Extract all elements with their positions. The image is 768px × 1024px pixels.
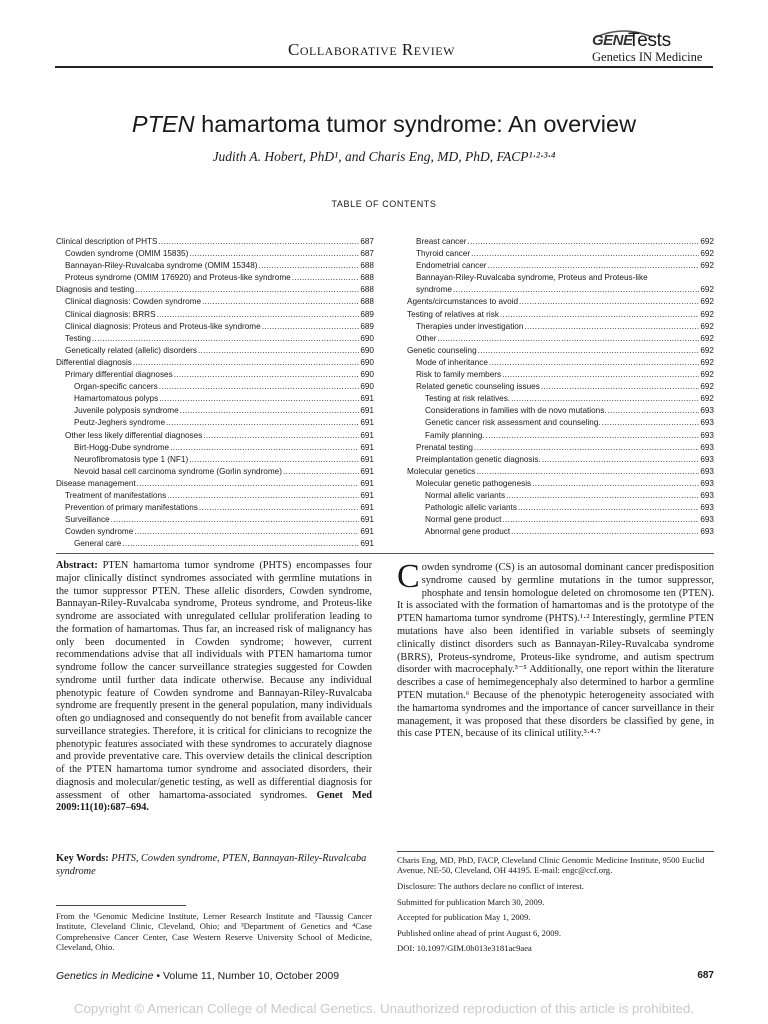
- published-date: Published online ahead of print August 6, 2009.: [397, 927, 561, 938]
- toc-entry: [56, 526, 374, 538]
- toc-leader: [474, 442, 699, 454]
- toc-entry-label: Risk to family members: [416, 370, 502, 380]
- toc-entry: [407, 405, 714, 417]
- toc-right-column: [407, 236, 714, 538]
- toc-entry-page: 692: [700, 321, 714, 331]
- toc-entry-page: 691: [360, 490, 374, 500]
- correspondence-rule: [397, 851, 714, 852]
- toc-leader: [122, 538, 359, 550]
- toc-leader: [608, 405, 700, 417]
- toc-entry-page: 692: [700, 333, 714, 343]
- toc-entry-label: Genetic cancer risk assessment and counseling.: [425, 418, 601, 428]
- toc-entry-label: Hamartomatous polyps: [74, 394, 159, 404]
- toc-leader: [135, 284, 359, 296]
- toc-leader: [500, 309, 699, 321]
- toc-leader: [468, 236, 700, 248]
- toc-entry-page: 688: [360, 261, 374, 271]
- toc-heading: TABLE OF CONTENTS: [331, 199, 437, 209]
- abstract-lead: Abstract:: [56, 560, 98, 571]
- toc-entry-label: Related genetic counseling issues: [416, 382, 540, 392]
- toc-entry: [56, 430, 374, 442]
- toc-entry: [56, 393, 374, 405]
- toc-entry-page: 688: [360, 297, 374, 307]
- toc-entry: [407, 296, 714, 308]
- toc-leader: [506, 490, 699, 502]
- toc-entry: [56, 321, 374, 333]
- toc-leader: [283, 466, 359, 478]
- doi: DOI: 10.1097/GIM.0b013e3181ac9aea: [397, 943, 532, 954]
- toc-entry: [407, 357, 714, 369]
- affiliations-rule: [56, 905, 186, 906]
- toc-entry-label: Juvenile polyposis syndrome: [74, 406, 179, 416]
- toc-entry: [407, 321, 714, 333]
- toc-leader: [532, 478, 699, 490]
- toc-entry: [56, 272, 374, 284]
- toc-entry-label: Molecular genetic pathogenesis: [416, 478, 532, 488]
- toc-entry-label: Proteus syndrome (OMIM 176920) and Proteus-like syndrome: [65, 273, 291, 283]
- toc-leader: [199, 502, 359, 514]
- abstract-citation: Genet Med 2009:11(10):687–694.: [56, 789, 372, 814]
- toc-leader: [198, 345, 359, 357]
- toc-leader: [518, 502, 699, 514]
- toc-leader: [488, 260, 700, 272]
- disclosure: Disclosure: The authors declare no conflict of interest.: [397, 881, 584, 891]
- toc-entry-label: Molecular genetics: [407, 466, 476, 476]
- toc-leader: [202, 296, 359, 308]
- toc-left-column: [56, 236, 374, 550]
- toc-leader: [111, 514, 360, 526]
- toc-leader: [486, 430, 700, 442]
- toc-entry: [56, 260, 374, 272]
- toc-entry-page: 691: [360, 503, 374, 513]
- abstract-text: PTEN hamartoma tumor syndrome (PHTS) encompasses four major clinically distinct syndromes associated with germline mutations in the tumor suppressor PTEN. These allelic disorders, Cowden syndrome, Bannayan-Riley-Ruvalcaba syndrome, Proteus syndrome, and Proteus-like syndrome are associated with unregulated cellular proliferation leading to the formation of hamartomas. Thus far, an increased risk of malignancy has only been documented in Cowden syndrome; however, current recommendations advise that all individuals with PTEN hamartoma tumor syndrome follow the cancer surveillance strategies suggested for Cowden syndrome until further data indicate otherwise. Because any individual phenotypic feature of Cowden syndrome and Bannayan-Riley-Ruvalcaba syndrome are frequently present in the general population, many individuals often go undiagnosed and consequently do not benefit from available cancer surveillance strategies. Therefore, it is critical for clinicians to recognize the phenotypic features associated with these syndromes to accurately diagnose and provide preventative care. This overview details the clinical description of the PTEN hamartoma tumor syndrome and associated disorders, their diagnosis and molecular/genetic testing, as well as differential diagnosis for assessment of other hamartoma-associated syndromes.: [56, 560, 372, 801]
- toc-entry: [407, 417, 714, 429]
- toc-entry-label: Genetically related (allelic) disorders: [65, 345, 197, 355]
- toc-entry-page: 692: [700, 345, 714, 355]
- toc-entry-page: 691: [360, 418, 374, 428]
- toc-entry-page: 692: [700, 285, 714, 295]
- toc-entry: [56, 248, 374, 260]
- toc-entry-page: 693: [700, 478, 714, 488]
- toc-entry-label: Neurofibromatosis type 1 (NF1): [74, 454, 189, 464]
- toc-entry: [56, 381, 374, 393]
- toc-entry-page: 691: [360, 406, 374, 416]
- toc-entry: [56, 333, 374, 345]
- toc-leader: [259, 260, 360, 272]
- toc-entry: [407, 502, 714, 514]
- toc-entry-label: Cowden syndrome (OMIM 15835): [65, 249, 189, 259]
- toc-entry: [407, 466, 714, 478]
- toc-entry-page: 691: [360, 394, 374, 404]
- toc-entry-label: General care: [74, 539, 122, 549]
- authors: Judith A. Hobert, PhD¹, and Charis Eng, MD, PhD, FACP¹·²·³·⁴: [212, 149, 556, 164]
- toc-entry-label: Preimplantation genetic diagnosis.: [416, 454, 541, 464]
- toc-entry-label: Primary differential diagnoses: [65, 370, 173, 380]
- toc-entry-page: 690: [360, 370, 374, 380]
- toc-leader: [158, 236, 359, 248]
- toc-entry-page: 693: [700, 430, 714, 440]
- section-label: Collaborative Review: [288, 40, 455, 59]
- title-gene: PTEN: [131, 111, 195, 137]
- toc-leader: [453, 284, 699, 296]
- toc-leader: [189, 454, 359, 466]
- toc-entry: [407, 381, 714, 393]
- toc-entry-page: 693: [700, 515, 714, 525]
- toc-leader: [511, 393, 699, 405]
- toc-entry: [407, 333, 714, 345]
- header-rule: [55, 66, 713, 68]
- toc-entry: [56, 405, 374, 417]
- toc-entry: [56, 309, 374, 321]
- toc-entry-label: Testing at risk relatives.: [425, 394, 511, 404]
- toc-entry: [56, 296, 374, 308]
- toc-entry-page: 692: [700, 237, 714, 246]
- page-footer: [56, 970, 714, 982]
- toc-entry: [407, 442, 714, 454]
- toc-entry-label: Abnormal gene product: [425, 527, 511, 537]
- toc-entry-page: 691: [360, 515, 374, 525]
- toc-entry-label: Breast cancer: [416, 237, 467, 246]
- logo-title: Tests: [628, 30, 671, 51]
- toc-entry-label: Clinical diagnosis: Cowden syndrome: [65, 297, 202, 307]
- toc-entry: [407, 345, 714, 357]
- toc-entry-page: 691: [360, 430, 374, 440]
- toc-entry: [407, 430, 714, 442]
- logo-subtitle: Genetics IN Medicine: [592, 50, 703, 64]
- toc-entry-page: 692: [700, 309, 714, 319]
- toc-leader: [292, 272, 360, 284]
- toc-entry-label: Nevoid basal cell carcinoma syndrome (Gorlin syndrome): [74, 466, 282, 476]
- toc-leader: [157, 309, 360, 321]
- toc-entry-label: Endometrial cancer: [416, 261, 487, 271]
- toc-entry-page: 691: [360, 478, 374, 488]
- toc-entry-label: Prenatal testing: [416, 442, 473, 452]
- toc-entry-label: syndrome: [416, 285, 452, 295]
- toc-entry-label: Clinical description of PHTS: [56, 237, 158, 246]
- dropcap: C: [397, 558, 420, 595]
- toc-entry-label: Cowden syndrome: [65, 527, 134, 537]
- toc-leader: [602, 417, 700, 429]
- toc-leader: [542, 454, 700, 466]
- toc-entry: [56, 369, 374, 381]
- toc-entry-page: 691: [360, 466, 374, 476]
- toc-entry: [407, 526, 714, 538]
- toc-leader: [133, 357, 359, 369]
- toc-entry: [407, 309, 714, 321]
- toc-entry: [56, 514, 374, 526]
- journal-logo: [592, 28, 716, 66]
- toc-entry-label: Peutz-Jeghers syndrome: [74, 418, 166, 428]
- toc-entry: [56, 442, 374, 454]
- toc-entry: [407, 236, 714, 248]
- toc-leader: [502, 514, 699, 526]
- toc-entry-page: 692: [700, 370, 714, 380]
- toc-entry-label: Mode of inheritance: [416, 357, 488, 367]
- toc-entry: [56, 478, 374, 490]
- toc-entry-label: Birt-Hogg-Dube syndrome: [74, 442, 170, 452]
- copyright-notice: Copyright © American College of Medical Genetics. Unauthorized reproduction of this article is prohibited.: [73, 1001, 695, 1016]
- toc-entry-page: 692: [700, 261, 714, 271]
- toc-entry-label: Testing: [65, 333, 91, 343]
- submitted-date: Submitted for publication March 30, 2009.: [397, 896, 545, 907]
- toc-leader: [203, 430, 359, 442]
- toc-entry-page: 687: [360, 249, 374, 259]
- toc-entry: [407, 478, 714, 490]
- toc-entry-label: Diagnosis and testing: [56, 285, 135, 295]
- toc-entry-page: 690: [360, 382, 374, 392]
- toc-entry-page: 688: [360, 273, 374, 283]
- keywords-lead: Key Words:: [56, 853, 109, 864]
- toc-leader: [502, 369, 699, 381]
- toc-entry-page: 692: [700, 394, 714, 404]
- toc-leader: [471, 248, 699, 260]
- toc-entry-label: Thyroid cancer: [416, 249, 471, 259]
- toc-entry: [56, 345, 374, 357]
- toc-leader: [166, 417, 359, 429]
- title-rest: hamartoma tumor syndrome: An overview: [194, 111, 637, 137]
- toc-entry-page: 693: [700, 454, 714, 464]
- toc-entry-page: 693: [700, 418, 714, 428]
- toc-entry-label: Other less likely differential diagnoses: [65, 430, 203, 440]
- toc-entry-label: Bannayan-Riley-Ruvalcaba syndrome (OMIM 15348): [65, 261, 258, 271]
- toc-entry-label: Organ-specific cancers: [74, 382, 158, 392]
- toc-entry-label: Genetic counseling: [407, 345, 477, 355]
- toc-entry: [407, 393, 714, 405]
- toc-entry-label: Therapies under investigation: [416, 321, 524, 331]
- toc-entry-page: 693: [700, 466, 714, 476]
- toc-entry-page: 691: [360, 539, 374, 549]
- toc-entry: [56, 357, 374, 369]
- abstract: [56, 560, 372, 815]
- toc-entry-page: 690: [360, 333, 374, 343]
- toc-entry-page: 693: [700, 490, 714, 500]
- toc-entry-label: Treatment of manifestations: [65, 490, 167, 500]
- toc-entry: [56, 466, 374, 478]
- toc-entry-label: Normal gene product: [425, 515, 502, 525]
- keywords: [56, 853, 372, 879]
- toc-entry-page: 692: [700, 357, 714, 367]
- toc-entry-page: 692: [700, 382, 714, 392]
- toc-entry-label: Considerations in families with de novo mutations.: [425, 406, 607, 416]
- toc-entry: [407, 284, 714, 296]
- logo-brand: GENE: [592, 32, 633, 49]
- toc-leader: [189, 248, 359, 260]
- toc-leader: [159, 381, 360, 393]
- toc-entry-page: 689: [360, 309, 374, 319]
- toc-leader: [159, 393, 359, 405]
- toc-entry: [56, 417, 374, 429]
- page-number: 687: [697, 970, 714, 981]
- toc-entry-label: Disease management: [56, 478, 136, 488]
- toc-rule: [56, 553, 714, 554]
- keywords-text: PHTS, Cowden syndrome, PTEN, Bannayan-Riley-Ruvalcaba syndrome: [56, 853, 367, 877]
- toc-entry-label: Prevention of primary manifestations: [65, 503, 198, 513]
- toc-leader: [437, 333, 699, 345]
- toc-entry-label: Family planning.: [425, 430, 485, 440]
- toc-leader: [511, 526, 699, 538]
- toc-leader: [262, 321, 360, 333]
- toc-entry-page: 688: [360, 285, 374, 295]
- toc-leader: [174, 369, 360, 381]
- toc-entry-page: 692: [700, 249, 714, 259]
- toc-entry: [56, 454, 374, 466]
- toc-entry-page: 693: [700, 527, 714, 537]
- toc-entry-page: 693: [700, 503, 714, 513]
- toc-entry: [56, 284, 374, 296]
- toc-entry: [407, 260, 714, 272]
- correspondence-contact: Charis Eng, MD, PhD, FACP, Cleveland Clinic Genomic Medicine Institute, 9500 Euclid Avenue, NE-50, Cleveland, OH 44195. E-mail: engc@ccf.org.: [397, 855, 705, 876]
- toc-entry-page: 692: [700, 297, 714, 307]
- intro-text: [397, 558, 714, 741]
- toc-entry-label: Agents/circumstances to avoid: [407, 297, 519, 307]
- toc-entry-label: Bannayan-Riley-Ruvalcaba syndrome, Proteus and Proteus-like: [416, 273, 648, 283]
- toc-entry-label: Other: [416, 333, 437, 343]
- toc-entry-label: Clinical diagnosis: BRRS: [65, 309, 156, 319]
- toc-entry: [56, 236, 374, 248]
- toc-entry: [407, 514, 714, 526]
- affiliations: From the ¹Genomic Medicine Institute, Lerner Research Institute and ²Taussig Cancer Institute, Cleveland Clinic, Cleveland, Ohio; and ³Department of Genetics and ⁴Case Comprehensive Cancer Center, Case Western Reserve University School of Medicine, Cleveland, Ohio.: [56, 911, 372, 952]
- toc-leader: [180, 405, 360, 417]
- accepted-date: Accepted for publication May 1, 2009.: [397, 912, 531, 923]
- intro-body: owden syndrome (CS) is an autosomal dominant cancer predisposition syndrome caused by germline mutations in the tumor suppressor, phosphate and tensin homologue deleted on chromosome ten (PTEN). It is associated with the formation of hamartomas and is the prototype of the PTEN hamartoma tumor syndrome (PHTS).¹·² Interestingly, germline PTEN mutations have also been identified in variable subsets of seemingly clinically distinct disorders such as Bannayan-Riley-Ruvalcaba syndrome (BRRS), Proteus-syndrome, Proteus-like syndrome, and autism spectrum disorder with macrocephaly.³⁻⁵ Additionally, one report within the literature describes a case of hemimegencephaly also determined to harbor a germline PTEN mutation.⁶ Because of the phenotypic heterogeneity associated with the hamartoma syndromes and the importance of cancer surveillance in their management, it was proposed that these disorders be classified by gene, in this case PTEN, because of its clinical utility.³·⁴·⁷: [397, 562, 714, 740]
- toc-entry-page: 689: [360, 321, 374, 331]
- toc-leader: [476, 466, 699, 478]
- toc-entry-label: Pathologic allelic variants: [425, 503, 517, 513]
- toc-entry: [407, 272, 714, 284]
- toc-leader: [519, 296, 699, 308]
- toc-leader: [92, 333, 359, 345]
- toc-entry-page: 687: [360, 237, 374, 246]
- toc-leader: [167, 490, 359, 502]
- toc-entry-label: Surveillance: [65, 515, 110, 525]
- toc-entry: [56, 538, 374, 550]
- toc-entry-label: Normal allelic variants: [425, 490, 506, 500]
- toc-entry-page: 690: [360, 345, 374, 355]
- toc-entry: [407, 454, 714, 466]
- toc-entry-label: Differential diagnosis: [56, 357, 132, 367]
- toc-entry-label: Testing of relatives at risk: [407, 309, 499, 319]
- toc-entry-page: 690: [360, 357, 374, 367]
- toc-entry-page: 693: [700, 406, 714, 416]
- toc-leader: [541, 381, 700, 393]
- toc-leader: [478, 345, 700, 357]
- article-title: [0, 111, 768, 138]
- toc-leader: [137, 478, 360, 490]
- toc-leader: [524, 321, 699, 333]
- toc-entry: [56, 502, 374, 514]
- correspondence: [397, 855, 714, 959]
- toc-entry-page: 691: [360, 454, 374, 464]
- toc-entry-page: 693: [700, 442, 714, 452]
- footer-journal: Genetics in Medicine: [56, 970, 154, 982]
- toc-entry: [407, 369, 714, 381]
- toc-entry-page: 691: [360, 527, 374, 537]
- toc-entry: [56, 490, 374, 502]
- toc-leader: [134, 526, 359, 538]
- footer-issue: • Volume 11, Number 10, October 2009: [153, 970, 340, 982]
- toc-entry: [407, 248, 714, 260]
- toc-entry-label: Clinical diagnosis: Proteus and Proteus-like syndrome: [65, 321, 261, 331]
- toc-entry: [407, 490, 714, 502]
- toc-entry-page: 691: [360, 442, 374, 452]
- toc-leader: [170, 442, 359, 454]
- toc-leader: [489, 357, 699, 369]
